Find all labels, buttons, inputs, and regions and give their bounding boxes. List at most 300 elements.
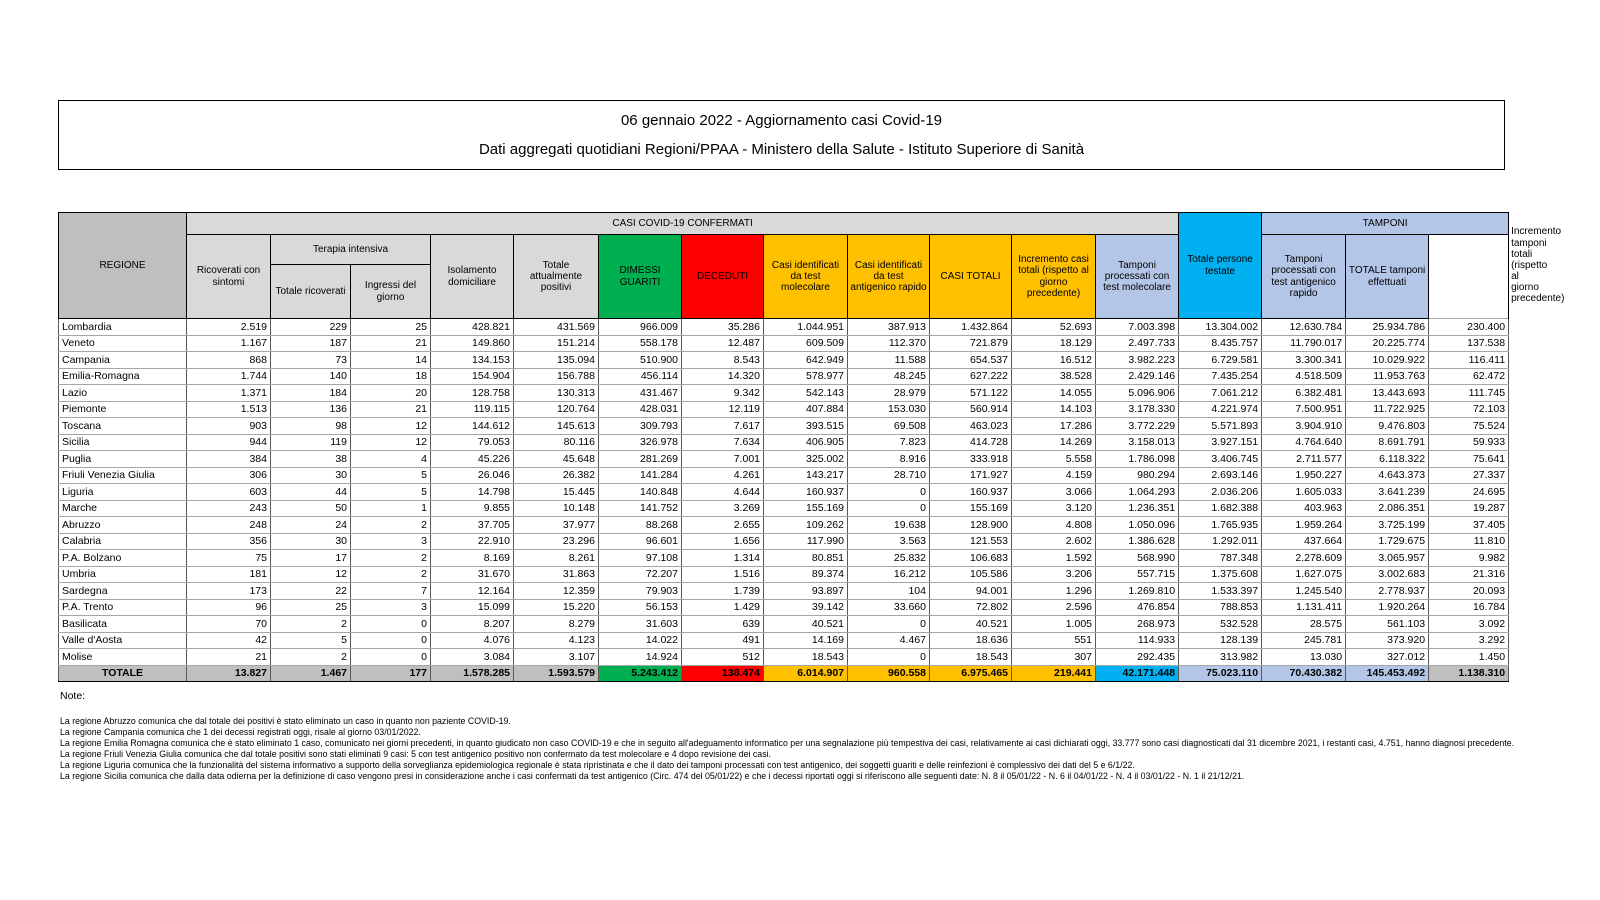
value-cell: 88.268 (599, 517, 682, 534)
region-name: Veneto (59, 335, 187, 352)
value-cell: 18.636 (930, 632, 1012, 649)
totale-value-cell: 6.014.907 (764, 665, 848, 682)
value-cell: 21 (187, 649, 271, 666)
value-cell: 11.953.763 (1346, 368, 1429, 385)
value-cell: 393.515 (764, 418, 848, 435)
value-cell: 7.003.398 (1096, 319, 1179, 336)
report-subtitle: Dati aggregati quotidiani Regioni/PPAA - Ministero della Salute - Istituto Superiore di Sanità (478, 140, 1085, 158)
region-name: Piemonte (59, 401, 187, 418)
value-cell: 94.001 (930, 583, 1012, 600)
value-cell: 25.934.786 (1346, 319, 1429, 336)
value-cell: 26.382 (514, 467, 599, 484)
value-cell: 456.114 (599, 368, 682, 385)
value-cell: 20 (351, 385, 431, 402)
value-cell: 2.602 (1012, 533, 1096, 550)
value-cell: 292.435 (1096, 649, 1179, 666)
value-cell: 3 (351, 599, 431, 616)
value-cell: 143.217 (764, 467, 848, 484)
value-cell: 3.066 (1012, 484, 1096, 501)
totale-value-cell: 177 (351, 665, 431, 682)
value-cell: 2.278.609 (1262, 550, 1346, 567)
value-cell: 149.860 (431, 335, 514, 352)
value-cell: 5.571.893 (1179, 418, 1262, 435)
value-cell: 181 (187, 566, 271, 583)
value-cell: 104 (848, 583, 930, 600)
value-cell: 135.094 (514, 352, 599, 369)
value-cell: 3 (351, 533, 431, 550)
header-tamponi-antigenico: Tamponi processati con test antigenico rapido (1262, 235, 1346, 319)
header-terapia-intensiva: Terapia intensiva (271, 235, 431, 265)
region-name: Emilia-Romagna (59, 368, 187, 385)
value-cell: 373.920 (1346, 632, 1429, 649)
value-cell: 642.949 (764, 352, 848, 369)
region-name: Liguria (59, 484, 187, 501)
value-cell: 4 (351, 451, 431, 468)
value-cell: 2.778.937 (1346, 583, 1429, 600)
value-cell: 4.518.509 (1262, 368, 1346, 385)
value-cell: 21.316 (1429, 566, 1509, 583)
table-row (59, 517, 1509, 534)
totale-row (59, 665, 1509, 682)
value-cell: 281.269 (599, 451, 682, 468)
value-cell: 639 (682, 616, 764, 633)
value-cell: 1 (351, 500, 431, 517)
note-line: La regione Abruzzo comunica che dal totale dei positivi è stato eliminato un caso in quanto non paziente COVID-19. (60, 716, 511, 726)
value-cell: 3.406.745 (1179, 451, 1262, 468)
totale-label: TOTALE (59, 665, 187, 682)
value-cell: 184 (271, 385, 351, 402)
value-cell: 40.521 (930, 616, 1012, 633)
report-title: 06 gennaio 2022 - Aggiornamento casi Covid-19 (620, 112, 943, 130)
value-cell: 2.693.146 (1179, 467, 1262, 484)
value-cell: 27.337 (1429, 467, 1509, 484)
note-line: La regione Liguria comunica che la funzionalità del sistema informativo a supporto della sorveglianza epidemiologica regionale è stata ripristinata e che il dato dei tamponi processati con test antigenico, dei soggetti guariti e delle reinfezioni è complessivo dei dati del 5 e 6/1/22. (60, 759, 1135, 770)
value-cell: 12.164 (431, 583, 514, 600)
value-cell: 1.605.033 (1262, 484, 1346, 501)
value-cell: 25 (351, 319, 431, 336)
totale-value-cell: 1.138.310 (1429, 665, 1509, 682)
value-cell: 3.158.013 (1096, 434, 1179, 451)
value-cell: 1.592 (1012, 550, 1096, 567)
table-row (59, 401, 1509, 418)
value-cell: 387.913 (848, 319, 930, 336)
totale-value-cell: 145.453.492 (1346, 665, 1429, 682)
value-cell: 120.764 (514, 401, 599, 418)
totale-value-cell: 960.558 (848, 665, 930, 682)
table-row (59, 418, 1509, 435)
value-cell: 403.963 (1262, 500, 1346, 517)
value-cell: 30 (271, 467, 351, 484)
value-cell: 2.429.146 (1096, 368, 1179, 385)
value-cell: 313.982 (1179, 649, 1262, 666)
totale-value-cell: 1.593.579 (514, 665, 599, 682)
value-cell: 787.348 (1179, 550, 1262, 567)
value-cell: 3.300.341 (1262, 352, 1346, 369)
value-cell: 39.142 (764, 599, 848, 616)
value-cell: 3.641.239 (1346, 484, 1429, 501)
note-line: La regione Emilia Romagna comunica che è stato eliminato 1 caso, comunicato nei giorni precedenti, in quanto giudicato non caso COVID-19 e che in seguito all'adeguamento informatico per una segnalazione più tempestiva dei casi, relativamente ai casi dichiarati oggi, 33.777 sono casi diagnosticati dal 31 dicembre 2021, i restanti casi, 4.751, hanno diagnosi precedente. (60, 737, 1515, 748)
value-cell: 2.086.351 (1346, 500, 1429, 517)
value-cell: 31.863 (514, 566, 599, 583)
table-row (59, 335, 1509, 352)
value-cell: 128.900 (930, 517, 1012, 534)
value-cell: 128.758 (431, 385, 514, 402)
value-cell: 243 (187, 500, 271, 517)
header-tamponi-molecolare: Tamponi processati con test molecolare (1096, 235, 1179, 319)
value-cell: 16.512 (1012, 352, 1096, 369)
value-cell: 119 (271, 434, 351, 451)
value-cell: 37.977 (514, 517, 599, 534)
region-name: Basilicata (59, 616, 187, 633)
value-cell: 1.682.388 (1179, 500, 1262, 517)
value-cell: 1.050.096 (1096, 517, 1179, 534)
header-casi-antigenico: Casi identificati da test antigenico rapido (848, 235, 930, 319)
value-cell: 75.641 (1429, 451, 1509, 468)
region-name: Umbria (59, 566, 187, 583)
value-cell: 2 (351, 517, 431, 534)
totale-value-cell: 13.827 (187, 665, 271, 682)
value-cell: 18.543 (930, 649, 1012, 666)
value-cell: 10.148 (514, 500, 599, 517)
value-cell: 966.009 (599, 319, 682, 336)
totale-value-cell: 42.171.448 (1096, 665, 1179, 682)
value-cell: 56.153 (599, 599, 682, 616)
value-cell: 75 (187, 550, 271, 567)
value-cell: 3.292 (1429, 632, 1509, 649)
value-cell: 788.853 (1179, 599, 1262, 616)
totale-value-cell: 5.243.412 (599, 665, 682, 682)
value-cell: 14.103 (1012, 401, 1096, 418)
value-cell: 16.784 (1429, 599, 1509, 616)
value-cell: 2 (271, 649, 351, 666)
region-name: Sicilia (59, 434, 187, 451)
value-cell: 4.644 (682, 484, 764, 501)
value-cell: 17 (271, 550, 351, 567)
value-cell: 137.538 (1429, 335, 1509, 352)
value-cell: 7 (351, 583, 431, 600)
value-cell: 21 (351, 335, 431, 352)
value-cell: 229 (271, 319, 351, 336)
note-line: La regione Sicilia comunica che dalla data odierna per la definizione di caso vengono presi in considerazione anche i casi confermati da test antigenico (Circ. 474 del 05/01/22) e che i decessi riportati oggi si riferiscono alle seguenti date: N. 8 il 05/01/22 - N. 6 il 04/01/22 - N. 4 il 03/01/22 - N. 1 il 21/12/21. (60, 770, 1245, 781)
value-cell: 3.725.199 (1346, 517, 1429, 534)
value-cell: 171.927 (930, 467, 1012, 484)
value-cell: 1.959.264 (1262, 517, 1346, 534)
value-cell: 0 (351, 632, 431, 649)
value-cell: 106.683 (930, 550, 1012, 567)
header-regione: REGIONE (59, 213, 187, 319)
value-cell: 15.099 (431, 599, 514, 616)
value-cell: 12.359 (514, 583, 599, 600)
value-cell: 3.982.223 (1096, 352, 1179, 369)
value-cell: 93.897 (764, 583, 848, 600)
value-cell: 4.221.974 (1179, 401, 1262, 418)
header-casi-totali: CASI TOTALI (930, 235, 1012, 319)
value-cell: 1.739 (682, 583, 764, 600)
totale-value-cell: 1.467 (271, 665, 351, 682)
value-cell: 2.711.577 (1262, 451, 1346, 468)
value-cell: 187 (271, 335, 351, 352)
value-cell: 3.563 (848, 533, 930, 550)
value-cell: 1.044.951 (764, 319, 848, 336)
value-cell: 13.304.002 (1179, 319, 1262, 336)
value-cell: 42 (187, 632, 271, 649)
value-cell: 10.029.922 (1346, 352, 1429, 369)
value-cell: 69.508 (848, 418, 930, 435)
value-cell: 25.832 (848, 550, 930, 567)
value-cell: 868 (187, 352, 271, 369)
value-cell: 8.543 (682, 352, 764, 369)
notes-section (60, 690, 1550, 782)
value-cell: 35.286 (682, 319, 764, 336)
note-line: La regione Campania comunica che 1 dei decessi registrati oggi, risale al giorno 03/01/2022. (60, 726, 421, 737)
header-attualmente-positivi: Totale attualmente positivi (514, 235, 599, 319)
value-cell: 9.342 (682, 385, 764, 402)
value-cell: 151.214 (514, 335, 599, 352)
header-ricoverati-sintomi: Ricoverati con sintomi (187, 235, 271, 319)
value-cell: 155.169 (764, 500, 848, 517)
value-cell: 944 (187, 434, 271, 451)
region-name: Puglia (59, 451, 187, 468)
value-cell: 8.435.757 (1179, 335, 1262, 352)
value-cell: 333.918 (930, 451, 1012, 468)
value-cell: 117.990 (764, 533, 848, 550)
value-cell: 512 (682, 649, 764, 666)
value-cell: 1.131.411 (1262, 599, 1346, 616)
value-cell: 79.903 (599, 583, 682, 600)
value-cell: 2 (351, 550, 431, 567)
value-cell: 8.169 (431, 550, 514, 567)
header-persone-testate: Totale persone testate (1179, 213, 1262, 319)
value-cell: 109.262 (764, 517, 848, 534)
value-cell: 96 (187, 599, 271, 616)
value-cell: 3.206 (1012, 566, 1096, 583)
header-totale-ricoverati: Totale ricoverati (271, 265, 351, 319)
table-row (59, 599, 1509, 616)
value-cell: 62.472 (1429, 368, 1509, 385)
value-cell: 20.093 (1429, 583, 1509, 600)
table-header: REGIONE CASI COVID-19 CONFERMATI Totale persone testate TAMPONI Incremento tamponi totali (rispetto al giorno precedente) Ricoverati con sintomi Terapia intensiva Isolamento domiciliare Totale attualmente positivi DIMESSI GUARITI DECEDUTI Casi identificati da test molecolare Casi identificati da test antigenico rapido CASI TOTALI Incremento casi totali (rispetto al giorno precedente) Tamponi processati con test molecolare Tamponi processati con test antigenico rapido TOTALE tamponi effettuati Totale ricoverati Ingressi del giorno (59, 213, 1509, 319)
region-name: P.A. Trento (59, 599, 187, 616)
value-cell: 31.670 (431, 566, 514, 583)
value-cell: 230.400 (1429, 319, 1509, 336)
value-cell: 173 (187, 583, 271, 600)
value-cell: 112.370 (848, 335, 930, 352)
value-cell: 12 (271, 566, 351, 583)
table-row (59, 533, 1509, 550)
value-cell: 21 (351, 401, 431, 418)
value-cell: 16.212 (848, 566, 930, 583)
value-cell: 245.781 (1262, 632, 1346, 649)
region-name: Sardegna (59, 583, 187, 600)
value-cell: 406.905 (764, 434, 848, 451)
value-cell: 14.924 (599, 649, 682, 666)
value-cell: 3.178.330 (1096, 401, 1179, 418)
value-cell: 407.884 (764, 401, 848, 418)
value-cell: 560.914 (930, 401, 1012, 418)
value-cell: 75.524 (1429, 418, 1509, 435)
value-cell: 1.729.675 (1346, 533, 1429, 550)
value-cell: 307 (1012, 649, 1096, 666)
table-row (59, 451, 1509, 468)
value-cell: 3.092 (1429, 616, 1509, 633)
totale-value-cell: 138.474 (682, 665, 764, 682)
value-cell: 17.286 (1012, 418, 1096, 435)
value-cell: 12.119 (682, 401, 764, 418)
value-cell: 23.296 (514, 533, 599, 550)
value-cell: 4.159 (1012, 467, 1096, 484)
value-cell: 1.292.011 (1179, 533, 1262, 550)
value-cell: 1.744 (187, 368, 271, 385)
region-name: P.A. Bolzano (59, 550, 187, 567)
header-casi-molecolare: Casi identificati da test molecolare (764, 235, 848, 319)
value-cell: 4.808 (1012, 517, 1096, 534)
table-body (59, 319, 1509, 682)
value-cell: 327.012 (1346, 649, 1429, 666)
region-name: Molise (59, 649, 187, 666)
value-cell: 11.722.925 (1346, 401, 1429, 418)
value-cell: 40.521 (764, 616, 848, 633)
value-cell: 160.937 (930, 484, 1012, 501)
region-name: Lazio (59, 385, 187, 402)
report-title-box (58, 100, 1505, 170)
value-cell: 1.627.075 (1262, 566, 1346, 583)
totale-value-cell: 219.441 (1012, 665, 1096, 682)
totale-value-cell: 6.975.465 (930, 665, 1012, 682)
value-cell: 1.765.935 (1179, 517, 1262, 534)
value-cell: 7.500.951 (1262, 401, 1346, 418)
value-cell: 3.772.229 (1096, 418, 1179, 435)
value-cell: 431.467 (599, 385, 682, 402)
value-cell: 12 (351, 434, 431, 451)
value-cell: 1.064.293 (1096, 484, 1179, 501)
value-cell: 155.169 (930, 500, 1012, 517)
value-cell: 5 (271, 632, 351, 649)
value-cell: 11.790.017 (1262, 335, 1346, 352)
value-cell: 721.879 (930, 335, 1012, 352)
value-cell: 571.122 (930, 385, 1012, 402)
value-cell: 15.445 (514, 484, 599, 501)
value-cell: 116.411 (1429, 352, 1509, 369)
notes-heading: Note: (60, 690, 86, 702)
value-cell: 24.695 (1429, 484, 1509, 501)
value-cell: 44 (271, 484, 351, 501)
value-cell: 2.497.733 (1096, 335, 1179, 352)
value-cell: 557.715 (1096, 566, 1179, 583)
table-row (59, 500, 1509, 517)
value-cell: 114.933 (1096, 632, 1179, 649)
value-cell: 7.634 (682, 434, 764, 451)
value-cell: 2.596 (1012, 599, 1096, 616)
value-cell: 1.516 (682, 566, 764, 583)
value-cell: 5.558 (1012, 451, 1096, 468)
region-name: Marche (59, 500, 187, 517)
value-cell: 25 (271, 599, 351, 616)
totale-value-cell: 1.578.285 (431, 665, 514, 682)
value-cell: 6.118.322 (1346, 451, 1429, 468)
value-cell: 14.169 (764, 632, 848, 649)
region-name: Calabria (59, 533, 187, 550)
table-row (59, 352, 1509, 369)
value-cell: 45.226 (431, 451, 514, 468)
region-name: Friuli Venezia Giulia (59, 467, 187, 484)
value-cell: 1.950.227 (1262, 467, 1346, 484)
value-cell: 1.429 (682, 599, 764, 616)
value-cell: 9.855 (431, 500, 514, 517)
value-cell: 1.450 (1429, 649, 1509, 666)
value-cell: 268.973 (1096, 616, 1179, 633)
value-cell: 12.487 (682, 335, 764, 352)
value-cell: 12 (351, 418, 431, 435)
value-cell: 111.745 (1429, 385, 1509, 402)
value-cell: 11.810 (1429, 533, 1509, 550)
value-cell: 980.294 (1096, 467, 1179, 484)
value-cell: 903 (187, 418, 271, 435)
value-cell: 414.728 (930, 434, 1012, 451)
table-row (59, 484, 1509, 501)
value-cell: 3.927.151 (1179, 434, 1262, 451)
value-cell: 609.509 (764, 335, 848, 352)
value-cell: 306 (187, 467, 271, 484)
value-cell: 28.710 (848, 467, 930, 484)
value-cell: 59.933 (1429, 434, 1509, 451)
value-cell: 28.979 (848, 385, 930, 402)
value-cell: 160.937 (764, 484, 848, 501)
value-cell: 97.108 (599, 550, 682, 567)
value-cell: 384 (187, 451, 271, 468)
value-cell: 325.002 (764, 451, 848, 468)
table-row (59, 566, 1509, 583)
value-cell: 532.528 (1179, 616, 1262, 633)
value-cell: 80.116 (514, 434, 599, 451)
header-band-casi-confermati: CASI COVID-19 CONFERMATI (187, 213, 1179, 235)
value-cell: 0 (848, 616, 930, 633)
value-cell: 9.982 (1429, 550, 1509, 567)
value-cell: 119.115 (431, 401, 514, 418)
value-cell: 1.656 (682, 533, 764, 550)
header-totale-tamponi: TOTALE tamponi effettuati (1346, 235, 1429, 319)
value-cell: 52.693 (1012, 319, 1096, 336)
value-cell: 7.435.254 (1179, 368, 1262, 385)
value-cell: 8.261 (514, 550, 599, 567)
value-cell: 0 (848, 484, 930, 501)
totale-value-cell: 75.023.110 (1179, 665, 1262, 682)
value-cell: 7.061.212 (1179, 385, 1262, 402)
value-cell: 136 (271, 401, 351, 418)
value-cell: 72.802 (930, 599, 1012, 616)
value-cell: 1.005 (1012, 616, 1096, 633)
value-cell: 5 (351, 484, 431, 501)
value-cell: 14.022 (599, 632, 682, 649)
value-cell: 121.553 (930, 533, 1012, 550)
value-cell: 491 (682, 632, 764, 649)
value-cell: 603 (187, 484, 271, 501)
value-cell: 4.467 (848, 632, 930, 649)
value-cell: 4.764.640 (1262, 434, 1346, 451)
value-cell: 19.287 (1429, 500, 1509, 517)
value-cell: 73 (271, 352, 351, 369)
value-cell: 356 (187, 533, 271, 550)
value-cell: 2.519 (187, 319, 271, 336)
value-cell: 326.978 (599, 434, 682, 451)
value-cell: 18.129 (1012, 335, 1096, 352)
value-cell: 309.793 (599, 418, 682, 435)
value-cell: 542.143 (764, 385, 848, 402)
value-cell: 18.543 (764, 649, 848, 666)
value-cell: 3.084 (431, 649, 514, 666)
value-cell: 5.096.906 (1096, 385, 1179, 402)
header-isolamento: Isolamento domiciliare (431, 235, 514, 319)
value-cell: 72.207 (599, 566, 682, 583)
